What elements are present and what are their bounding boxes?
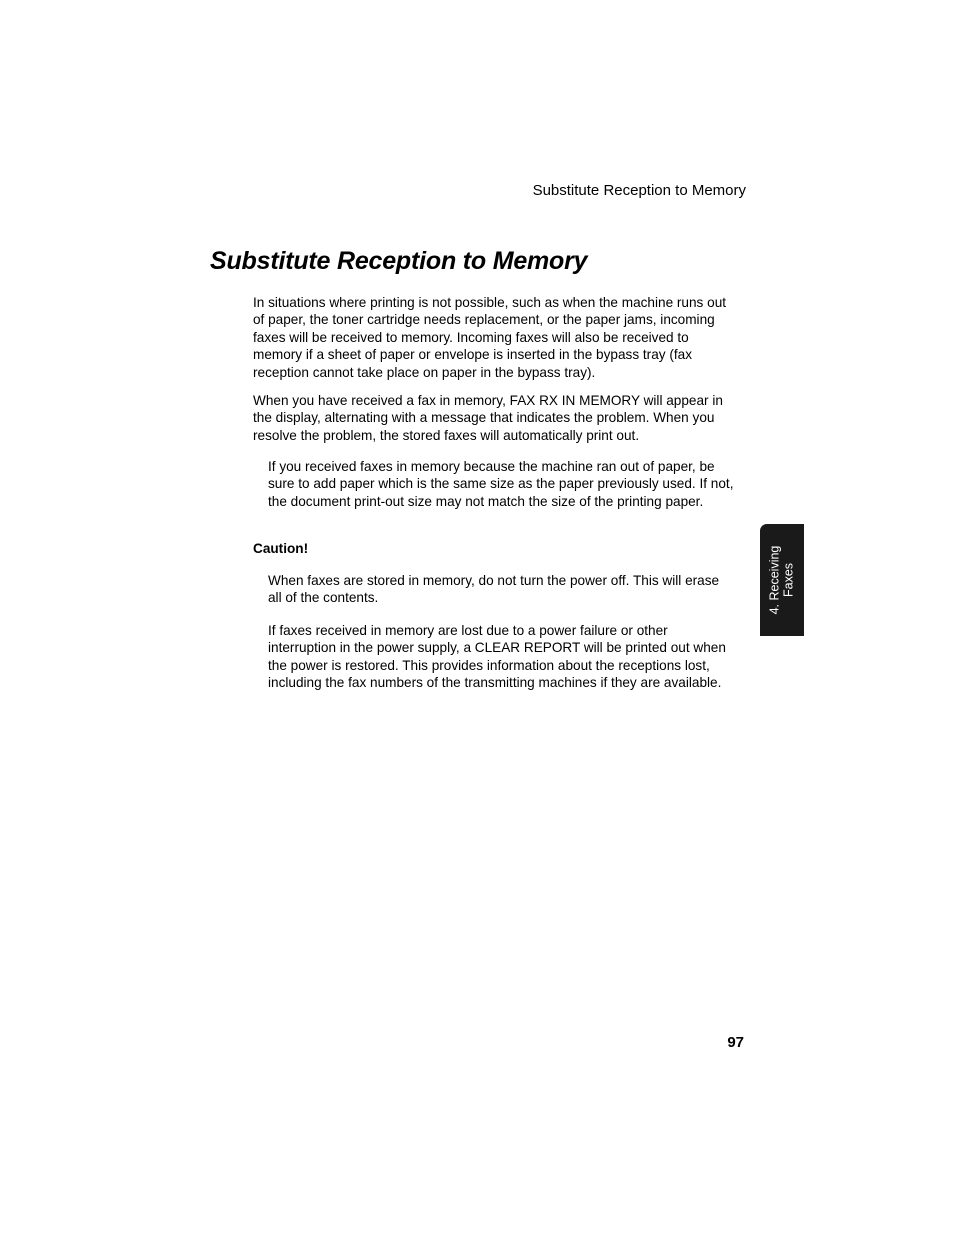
caution-heading: Caution! [253,541,309,556]
page-title: Substitute Reception to Memory [210,247,588,275]
chapter-side-tab-line1: 4. Receiving [767,545,782,615]
chapter-side-tab-line2: Faxes [781,562,795,598]
running-header: Substitute Reception to Memory [532,182,746,199]
intro-paragraph: In situations where printing is not possible, such as when the machine runs out of paper, the toner cartridge needs replacement, or the paper jams, incoming faxes will be received to memory. Incoming faxes will also be received to memory if a sheet of paper or envelope is inserted in the bypass tray (fax reception cannot take place on paper in the bypass tray). [253,295,727,380]
chapter-side-tab [760,524,804,636]
page-number: 97 [727,1034,744,1051]
display-paragraph: When you have received a fax in memory, FAX RX IN MEMORY will appear in the display, alternating with a message that indicates the problem. When you resolve the problem, the stored faxes will automatically print out. [253,393,723,443]
caution-paragraph-power: When faxes are stored in memory, do not turn the power off. This will erase all of the contents. [268,573,720,606]
chapter-side-tab-label [769,546,796,615]
paper-note-paragraph: If you received faxes in memory because the machine ran out of paper, be sure to add paper which is the same size as the paper previously used. If not, the document print-out size may not match the size of the printing paper. [268,459,734,509]
caution-paragraph-clear-report: If faxes received in memory are lost due to a power failure or other interruption in the power supply, a CLEAR REPORT will be printed out when the power is restored. This provides information about the receptions lost, including the fax numbers of the transmitting machines if they are available. [268,623,726,691]
